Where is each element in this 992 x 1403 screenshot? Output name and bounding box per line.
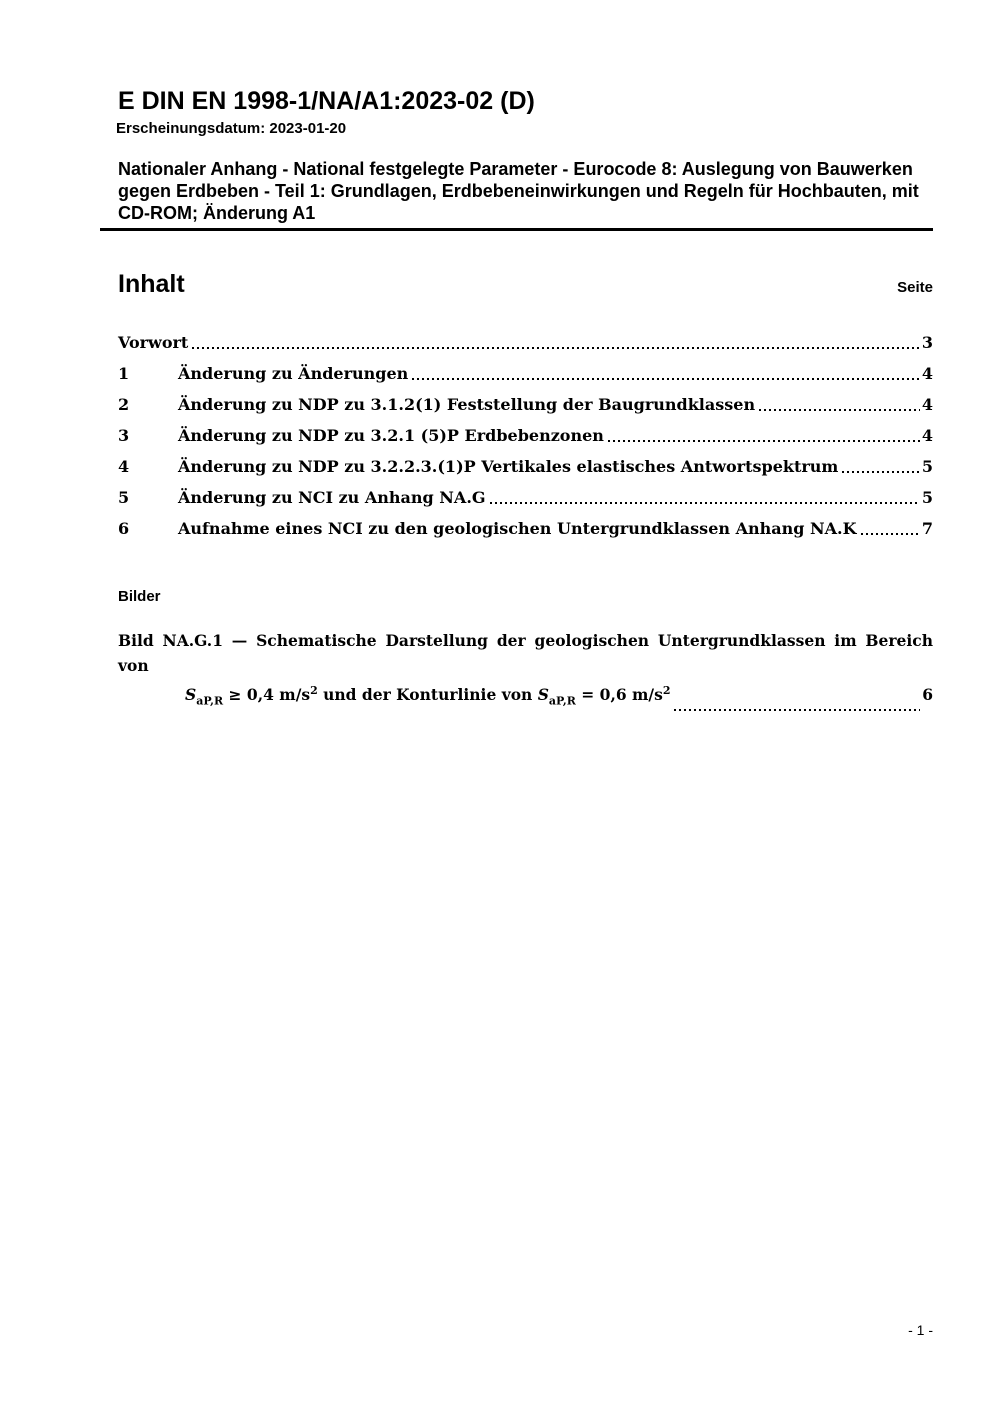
toc-entry — [118, 364, 933, 383]
toc-entry-label: Änderung zu NDP zu 3.1.2(1) Feststellung der Baugrundklassen — [178, 395, 756, 415]
leader-dots — [412, 378, 920, 380]
toc-entry-label: Änderung zu NDP zu 3.2.1 (5)P Erdbebenzonen — [178, 426, 604, 446]
toc-entry-label: Änderung zu NCI zu Anhang NA.G — [178, 488, 486, 508]
toc-entry-page: 7 — [921, 519, 933, 539]
publication-date-label: Erscheinungsdatum: — [116, 120, 266, 138]
toc-entry-page: 4 — [921, 395, 933, 415]
toc-entry-label: Aufnahme eines NCI zu den geologischen Untergrundklassen Anhang NA.K — [178, 519, 857, 539]
figure-caption-entry — [118, 628, 933, 713]
toc-entry-number: 2 — [118, 395, 130, 415]
figure-entry-page: 6 — [922, 685, 933, 705]
header-divider — [100, 228, 933, 231]
toc-entry-number: 3 — [118, 426, 130, 446]
toc-entry-number: 6 — [118, 519, 130, 539]
figure-caption-line1: Bild NA.G.1 — Schematische Darstellung der geologischen Untergrundklassen im Bereich von — [118, 631, 933, 676]
leader-dots — [490, 502, 920, 504]
toc-entry — [118, 426, 933, 445]
page-number: - 1 - — [908, 1322, 933, 1338]
toc-entry-page: 5 — [921, 457, 933, 477]
formula-symbol: S — [537, 685, 549, 705]
toc-header-row — [118, 271, 933, 297]
toc-entry — [118, 395, 933, 414]
leader-dots — [759, 409, 920, 411]
leader-dots — [674, 709, 920, 711]
formula-text: ≥ 0,4 m/s — [223, 685, 311, 705]
content-column — [100, 0, 933, 714]
toc-entry-number: 5 — [118, 488, 130, 508]
figure-caption-line2 — [118, 678, 933, 713]
toc-entry-page: 3 — [921, 333, 933, 353]
toc-entry — [118, 488, 933, 507]
page-column-label: Seite — [897, 279, 933, 297]
toc-entry-label: Änderung zu NDP zu 3.2.2.3.(1)P Vertikales elastisches Antwortspektrum — [178, 457, 839, 477]
formula-superscript: 2 — [662, 684, 671, 698]
formula-superscript: 2 — [310, 684, 318, 698]
formula-text: und der Konturlinie von — [317, 685, 538, 705]
toc-entry — [118, 333, 933, 352]
toc-heading: Inhalt — [118, 270, 185, 299]
toc-entry-number: 1 — [118, 364, 130, 384]
toc-entry-page: 5 — [921, 488, 933, 508]
toc-entry-label: Vorwort — [118, 333, 189, 353]
toc-entry-number: 4 — [118, 457, 130, 477]
formula-symbol: S — [185, 685, 197, 705]
document-title: Nationaler Anhang - National festgelegte Parameter - Eurocode 8: Auslegung von Bauwerken gegen Erdbeben - Teil 1: Grundlagen, Erdbebeneinwirkungen und Regeln für Hochbauten, mit CD-ROM; Änderung A1 — [118, 159, 919, 224]
toc-entry-page: 4 — [921, 426, 933, 446]
document-number: E DIN EN 1998-1/NA/A1:2023-02 (D) — [118, 87, 535, 115]
formula-subscript: aP,R — [196, 694, 224, 708]
leader-dots — [192, 347, 920, 349]
toc-entry — [118, 519, 933, 538]
leader-dots — [842, 471, 920, 473]
toc-entry-page: 4 — [921, 364, 933, 384]
toc-entry — [118, 457, 933, 476]
figures-heading: Bilder — [118, 588, 161, 606]
figure-caption-formula — [185, 678, 670, 713]
publication-date-line — [116, 120, 933, 138]
leader-dots — [608, 440, 920, 442]
toc-entry-label: Änderung zu Änderungen — [178, 364, 409, 384]
formula-subscript: aP,R — [548, 694, 576, 708]
publication-date-value: 2023-01-20 — [269, 120, 347, 138]
table-of-contents — [118, 333, 933, 538]
formula-text: = 0,6 m/s — [575, 685, 663, 705]
leader-dots — [861, 533, 920, 535]
